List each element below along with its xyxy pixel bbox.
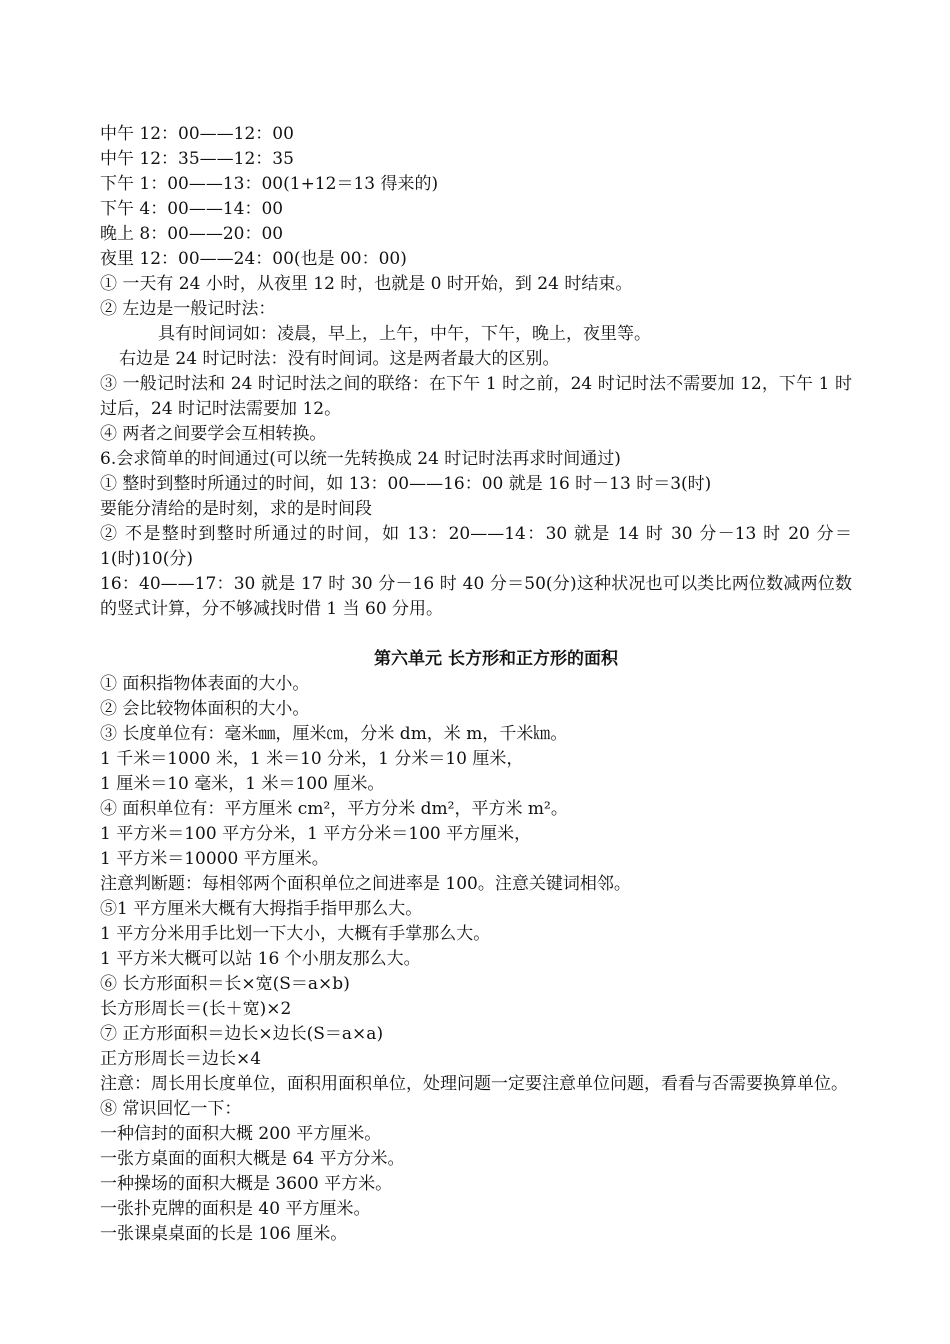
text-line: 右边是 24 时记时法：没有时间词。这是两者最大的区别。 <box>119 349 560 369</box>
text-line: 长方形周长＝(长＋宽)×2 <box>100 999 292 1019</box>
text-line: 一张课桌桌面的长是 106 厘米。 <box>100 1224 348 1244</box>
text-line: ⑧ 常识回忆一下： <box>100 1099 242 1119</box>
document-body <box>100 122 852 1247</box>
text-line: 1 平方米＝100 平方分米，1 平方分米＝100 平方厘米， <box>100 824 532 844</box>
text-line: 具有时间词如：凌晨，早上，上午，中午，下午，晚上，夜里等。 <box>158 324 651 344</box>
text-line: 下午 4：00——14：00 <box>100 199 284 219</box>
text-line: 中午 12：35——12：35 <box>100 149 294 169</box>
text-line: ② 左边是一般记时法： <box>100 299 276 319</box>
text-line: 要能分清给的是时刻，求的是时间段 <box>100 499 372 519</box>
text-line: 中午 12：00——12：00 <box>100 124 294 144</box>
text-line: 1 平方米＝10000 平方厘米。 <box>100 849 329 869</box>
text-line: ① 一天有 24 小时，从夜里 12 时，也就是 0 时开始，到 24 时结束。 <box>100 274 633 294</box>
text-line: 一种操场的面积大概是 3600 平方米。 <box>100 1174 393 1194</box>
text-line: 正方形周长＝边长×4 <box>100 1049 262 1069</box>
text-line: ③ 长度单位有：毫米㎜，厘米㎝，分米 dm，米 m，千米㎞。 <box>100 724 568 744</box>
text-line: ⑦ 正方形面积＝边长×边长(S＝a×a) <box>100 1024 384 1044</box>
text-line: ⑥ 长方形面积＝长×宽(S＝a×b) <box>100 974 350 994</box>
text-line: 1 千米＝1000 米，1 米＝10 分米，1 分米＝10 厘米， <box>100 749 524 769</box>
section-heading: 第六单元 长方形和正方形的面积 <box>374 649 618 669</box>
text-line: 1 平方米大概可以站 16 个小朋友那么大。 <box>100 949 421 969</box>
text-paragraph: 注意：周长用长度单位，面积用面积单位，处理问题一定要注意单位问题，看看与否需要换算单位。 <box>100 1074 848 1094</box>
text-paragraph: ② 不是整时到整时所通过的时间，如 13：20——14：30 就是 14 时 30 分－13 时 20 分＝1(时)10(分) <box>100 524 852 569</box>
text-line: 一种信封的面积大概 200 平方厘米。 <box>100 1124 382 1144</box>
text-line: ⑤1 平方厘米大概有大拇指手指甲那么大。 <box>100 899 423 919</box>
text-line: 夜里 12：00——24：00(也是 00：00) <box>100 249 407 269</box>
text-paragraph: ③ 一般记时法和 24 时记时法之间的联络：在下午 1 时之前，24 时记时法不需要加 12，下午 1 时过后，24 时记时法需要加 12。 <box>100 374 852 419</box>
text-line: 一张扑克牌的面积是 40 平方厘米。 <box>100 1199 371 1219</box>
text-line: ② 会比较物体面积的大小。 <box>100 699 310 719</box>
text-line: ④ 两者之间要学会互相转换。 <box>100 424 327 444</box>
text-line: 注意判断题：每相邻两个面积单位之间进率是 100。注意关键词相邻。 <box>100 874 631 894</box>
text-paragraph: 16：40——17：30 就是 17 时 30 分－16 时 40 分＝50(分)这种状况也可以类比两位数减两位数的竖式计算，分不够减找时借 1 当 60 分用。 <box>100 574 852 619</box>
text-line: 晚上 8：00——20：00 <box>100 224 284 244</box>
text-line: 6.会求简单的时间通过(可以统一先转换成 24 时记时法再求时间通过) <box>100 449 621 469</box>
text-line: ① 面积指物体表面的大小。 <box>100 674 310 694</box>
text-line: ① 整时到整时所通过的时间，如 13：00——16：00 就是 16 时－13 时＝3(时) <box>100 474 712 494</box>
text-line: 一张方桌面的面积大概是 64 平方分米。 <box>100 1149 405 1169</box>
text-line: 1 厘米＝10 毫米，1 米＝100 厘米。 <box>100 774 385 794</box>
text-line: 下午 1：00——13：00(1+12＝13 得来的) <box>100 174 439 194</box>
text-line: ④ 面积单位有：平方厘米 cm²，平方分米 dm²，平方米 m²。 <box>100 799 568 819</box>
text-line: 1 平方分米用手比划一下大小，大概有手掌那么大。 <box>100 924 491 944</box>
